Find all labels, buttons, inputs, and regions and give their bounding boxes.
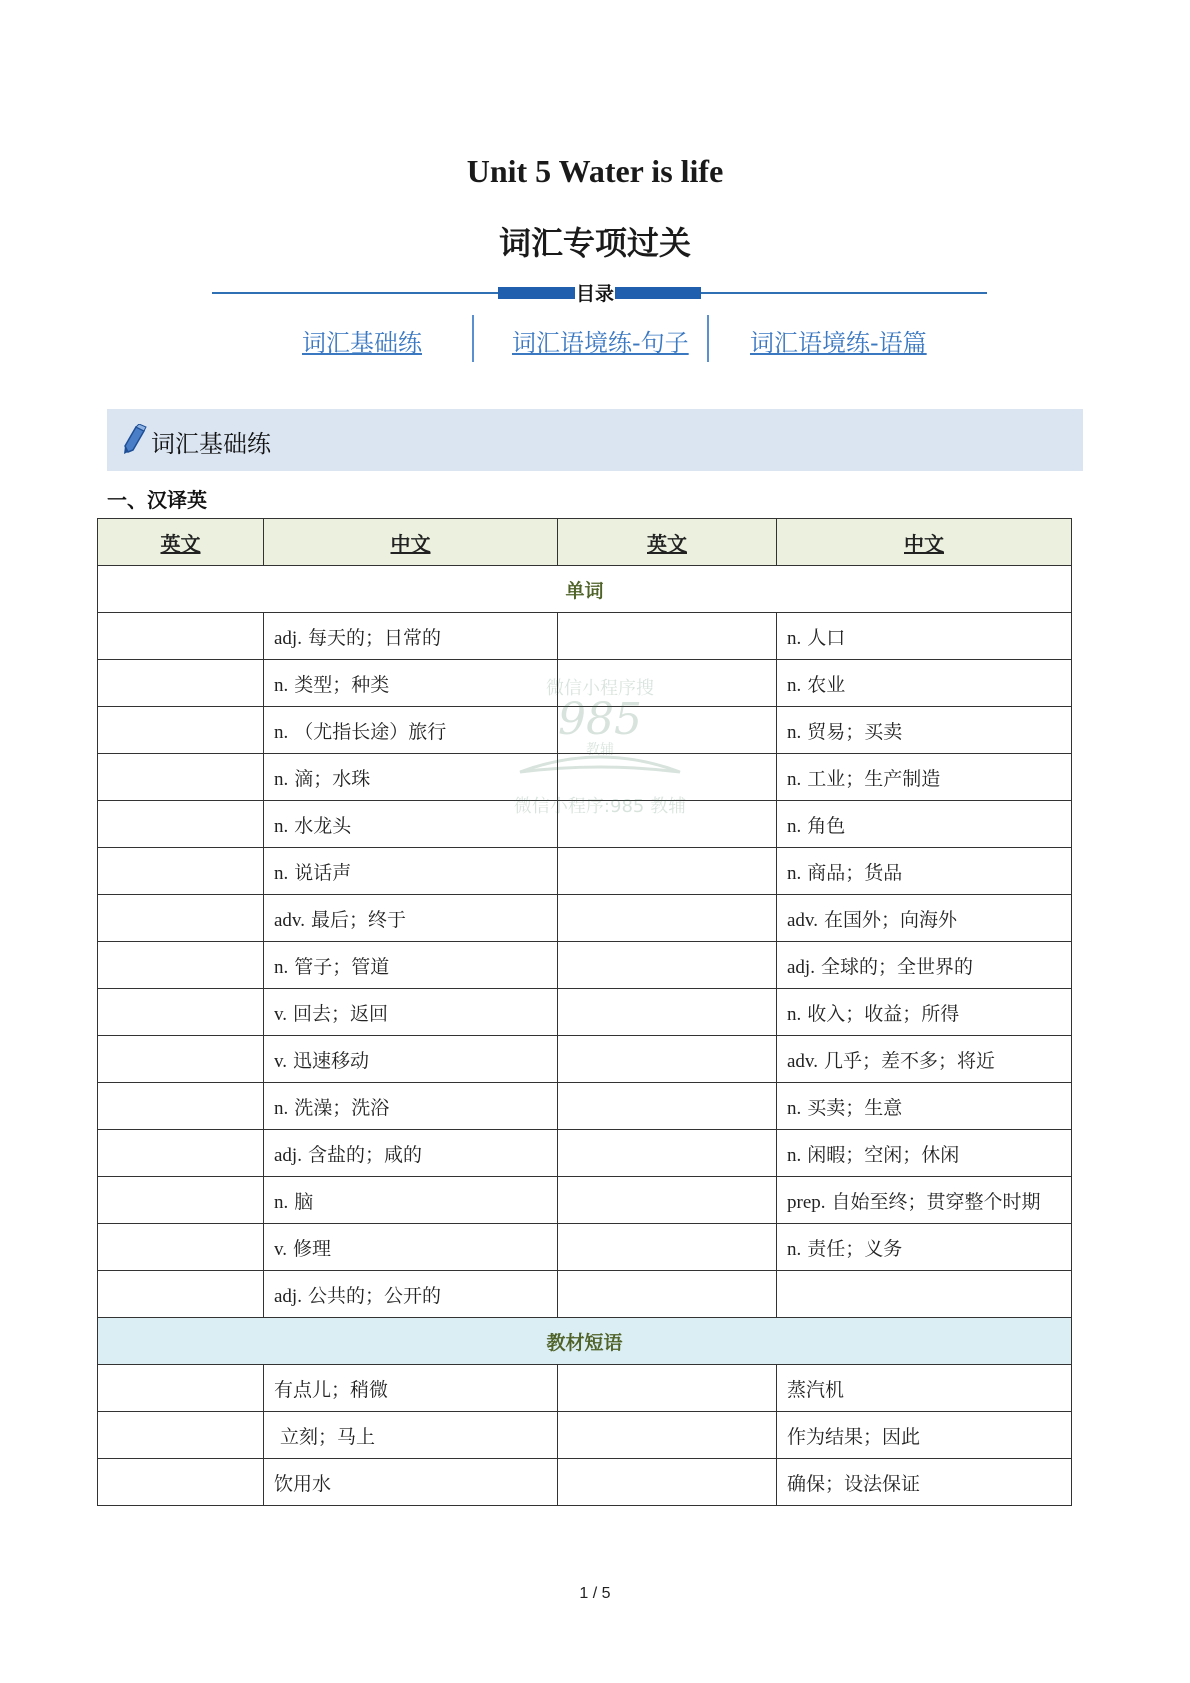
toc-divider-left <box>212 292 498 294</box>
answer-blank[interactable] <box>98 942 264 989</box>
table-row <box>98 754 1072 801</box>
watermark-line-1: 微信小程序搜 <box>546 678 654 699</box>
chinese-meaning: （尤指长途）旅行 <box>294 720 447 743</box>
chinese-meaning: 闲暇；空闲；休闲 <box>807 1143 960 1166</box>
chinese-cell <box>264 754 558 801</box>
chinese-meaning: 公共的；公开的 <box>307 1284 441 1307</box>
chinese-cell <box>264 1130 558 1177</box>
section-banner <box>107 409 1083 471</box>
chinese-cell <box>777 801 1072 848</box>
table-row <box>98 1177 1072 1224</box>
answer-blank[interactable] <box>558 1271 777 1318</box>
chinese-cell <box>264 613 558 660</box>
part-of-speech: n. <box>787 1144 802 1166</box>
chinese-meaning: 全球的；全世界的 <box>820 955 973 978</box>
answer-blank[interactable] <box>558 754 777 801</box>
part-of-speech: prep. <box>787 1191 826 1213</box>
chinese-meaning: 管子；管道 <box>294 955 390 978</box>
chinese-meaning: 人口 <box>807 626 846 649</box>
watermark-line-3: 教辅 <box>586 742 614 758</box>
answer-blank[interactable] <box>558 613 777 660</box>
answer-blank[interactable] <box>558 1177 777 1224</box>
chinese-cell <box>777 1083 1072 1130</box>
answer-blank[interactable] <box>98 1177 264 1224</box>
part-of-speech: adv. <box>787 909 818 931</box>
part-of-speech: n. <box>787 768 802 790</box>
answer-blank[interactable] <box>558 1083 777 1130</box>
toc-divider-right <box>701 292 987 294</box>
part-of-speech: n. <box>787 1003 802 1025</box>
chinese-meaning: 水龙头 <box>294 814 352 837</box>
answer-blank[interactable] <box>98 1036 264 1083</box>
chinese-meaning: 脑 <box>294 1190 314 1213</box>
phrase-chinese: 蒸汽机 <box>777 1365 1072 1412</box>
chinese-meaning: 最后；终于 <box>310 908 406 931</box>
chinese-meaning: 责任；义务 <box>807 1237 903 1260</box>
chinese-cell <box>777 1224 1072 1271</box>
chinese-meaning: 商品；货品 <box>807 861 903 884</box>
answer-blank[interactable] <box>558 1412 777 1459</box>
answer-blank[interactable] <box>98 1459 264 1506</box>
answer-blank[interactable] <box>558 707 777 754</box>
answer-blank[interactable] <box>558 1459 777 1506</box>
chinese-cell <box>264 942 558 989</box>
table-row <box>98 1083 1072 1130</box>
header-english: 英文 <box>98 519 264 566</box>
empty-cell <box>777 1271 1072 1318</box>
phrase-chinese: 饮用水 <box>264 1459 558 1506</box>
part-of-speech: n. <box>274 862 289 884</box>
page-number: 1 / 5 <box>579 1585 611 1602</box>
table-row <box>98 801 1072 848</box>
part-of-speech: n. <box>787 674 802 696</box>
answer-blank[interactable] <box>98 613 264 660</box>
chinese-cell <box>264 1083 558 1130</box>
toc-bar-right <box>615 287 701 299</box>
chinese-meaning: 类型；种类 <box>294 673 390 696</box>
answer-blank[interactable] <box>558 801 777 848</box>
section-title-words: 单词 <box>98 566 1072 613</box>
answer-blank[interactable] <box>558 895 777 942</box>
part-of-speech: n. <box>787 1097 802 1119</box>
chinese-meaning: 回去；返回 <box>293 1002 389 1025</box>
answer-blank[interactable] <box>558 848 777 895</box>
chinese-cell <box>777 1130 1072 1177</box>
toc-bar-left <box>498 287 575 299</box>
document-title: Unit 5 Water is life <box>466 153 724 189</box>
chinese-cell <box>264 1036 558 1083</box>
part-of-speech: n. <box>274 674 289 696</box>
answer-blank[interactable] <box>98 801 264 848</box>
part-of-speech: adj. <box>274 1144 302 1166</box>
table-row <box>98 613 1072 660</box>
chinese-meaning: 说话声 <box>294 861 352 884</box>
part-of-speech: adj. <box>787 956 815 978</box>
phrase-chinese: 确保；设法保证 <box>777 1459 1072 1506</box>
table-row <box>98 1412 1072 1459</box>
answer-blank[interactable] <box>558 989 777 1036</box>
table-row <box>98 1036 1072 1083</box>
toc-separator <box>707 315 709 362</box>
chinese-cell <box>264 1224 558 1271</box>
chinese-cell <box>264 707 558 754</box>
answer-blank[interactable] <box>98 1365 264 1412</box>
table-row <box>98 942 1072 989</box>
chinese-cell <box>264 848 558 895</box>
vocabulary-table <box>97 518 1072 1506</box>
pen-icon <box>122 424 148 460</box>
chinese-meaning: 收入；收益；所得 <box>807 1002 960 1025</box>
chinese-cell <box>264 1177 558 1224</box>
part-of-speech: n. <box>787 627 802 649</box>
section-row-words <box>98 566 1072 613</box>
chinese-cell <box>777 1036 1072 1083</box>
chinese-cell <box>264 801 558 848</box>
table-row <box>98 1459 1072 1506</box>
answer-blank[interactable] <box>558 1036 777 1083</box>
part-of-speech: n. <box>787 721 802 743</box>
answer-blank[interactable] <box>558 1130 777 1177</box>
toc-separator <box>472 315 474 362</box>
header-chinese: 中文 <box>777 519 1072 566</box>
answer-blank[interactable] <box>98 1412 264 1459</box>
answer-blank[interactable] <box>98 660 264 707</box>
chinese-cell <box>264 989 558 1036</box>
document-subtitle: 词汇专项过关 <box>498 224 691 262</box>
chinese-cell <box>777 707 1072 754</box>
chinese-cell <box>777 1177 1072 1224</box>
part-of-speech: v. <box>274 1238 288 1260</box>
chinese-cell <box>777 895 1072 942</box>
banner-title: 词汇基础练 <box>151 430 271 458</box>
answer-blank[interactable] <box>558 942 777 989</box>
chinese-cell <box>264 1271 558 1318</box>
table-row <box>98 660 1072 707</box>
part-of-speech: n. <box>274 721 289 743</box>
watermark-line-2: 985 <box>558 694 642 745</box>
answer-blank[interactable] <box>98 707 264 754</box>
phrase-chinese: 有点儿；稍微 <box>264 1365 558 1412</box>
answer-blank[interactable] <box>98 1271 264 1318</box>
answer-blank[interactable] <box>98 848 264 895</box>
toc-link-passage[interactable]: 词汇语境练-语篇 <box>750 329 927 357</box>
part-of-speech: adv. <box>787 1050 818 1072</box>
answer-blank[interactable] <box>558 1365 777 1412</box>
toc-link-sentence[interactable]: 词汇语境练-句子 <box>512 329 689 357</box>
chinese-meaning: 买卖；生意 <box>807 1096 903 1119</box>
answer-blank[interactable] <box>98 895 264 942</box>
chinese-cell <box>777 942 1072 989</box>
part-of-speech: n. <box>274 768 289 790</box>
header-english: 英文 <box>558 519 777 566</box>
watermark-line-4: 微信小程序:985 教辅 <box>513 796 687 817</box>
table-header-row <box>98 519 1072 566</box>
phrase-chinese: 立刻；马上 <box>264 1412 558 1459</box>
part-of-speech: n. <box>787 862 802 884</box>
chinese-cell <box>777 660 1072 707</box>
part-of-speech: adv. <box>274 909 305 931</box>
answer-blank[interactable] <box>98 754 264 801</box>
chinese-meaning: 农业 <box>807 673 846 696</box>
chinese-meaning: 自始至终；贯穿整个时期 <box>831 1190 1041 1213</box>
answer-blank[interactable] <box>558 1224 777 1271</box>
table-row <box>98 989 1072 1036</box>
part-of-speech: n. <box>274 815 289 837</box>
chinese-cell <box>264 660 558 707</box>
answer-blank[interactable] <box>98 1130 264 1177</box>
chinese-cell <box>264 895 558 942</box>
answer-blank[interactable] <box>98 989 264 1036</box>
chinese-cell <box>777 754 1072 801</box>
part-of-speech: n. <box>274 956 289 978</box>
toc-link-basic[interactable]: 词汇基础练 <box>302 329 422 357</box>
chinese-meaning: 贸易；买卖 <box>807 720 903 743</box>
part-of-speech: n. <box>787 815 802 837</box>
part-of-speech: v. <box>274 1003 288 1025</box>
table-row <box>98 1365 1072 1412</box>
chinese-cell <box>777 989 1072 1036</box>
table-row <box>98 707 1072 754</box>
chinese-meaning: 含盐的；咸的 <box>307 1143 422 1166</box>
table-row <box>98 1271 1072 1318</box>
answer-blank[interactable] <box>98 1083 264 1130</box>
chinese-meaning: 修理 <box>293 1237 332 1260</box>
part-of-speech: adj. <box>274 1285 302 1307</box>
part-of-speech: n. <box>274 1097 289 1119</box>
table-row <box>98 848 1072 895</box>
table-row <box>98 1130 1072 1177</box>
part-of-speech: adj. <box>274 627 302 649</box>
chinese-meaning: 角色 <box>807 814 846 837</box>
part-of-speech: n. <box>274 1191 289 1213</box>
chinese-meaning: 每天的；日常的 <box>307 626 441 649</box>
chinese-cell <box>777 848 1072 895</box>
table-row <box>98 895 1072 942</box>
section-heading: 一、汉译英 <box>107 488 207 512</box>
chinese-meaning: 工业；生产制造 <box>807 767 941 790</box>
part-of-speech: n. <box>787 1238 802 1260</box>
toc-label: 目录 <box>575 279 615 306</box>
chinese-meaning: 在国外；向海外 <box>823 908 957 931</box>
table-row <box>98 1224 1072 1271</box>
header-chinese: 中文 <box>264 519 558 566</box>
answer-blank[interactable] <box>558 660 777 707</box>
part-of-speech: v. <box>274 1050 288 1072</box>
chinese-meaning: 迅速移动 <box>293 1049 370 1072</box>
chinese-meaning: 洗澡；洗浴 <box>294 1096 390 1119</box>
chinese-meaning: 滴；水珠 <box>294 767 371 790</box>
section-row-phrases <box>98 1318 1072 1365</box>
answer-blank[interactable] <box>98 1224 264 1271</box>
phrase-chinese: 作为结果；因此 <box>777 1412 1072 1459</box>
section-title-phrases: 教材短语 <box>98 1318 1072 1365</box>
chinese-cell <box>777 613 1072 660</box>
chinese-meaning: 几乎；差不多；将近 <box>823 1049 995 1072</box>
